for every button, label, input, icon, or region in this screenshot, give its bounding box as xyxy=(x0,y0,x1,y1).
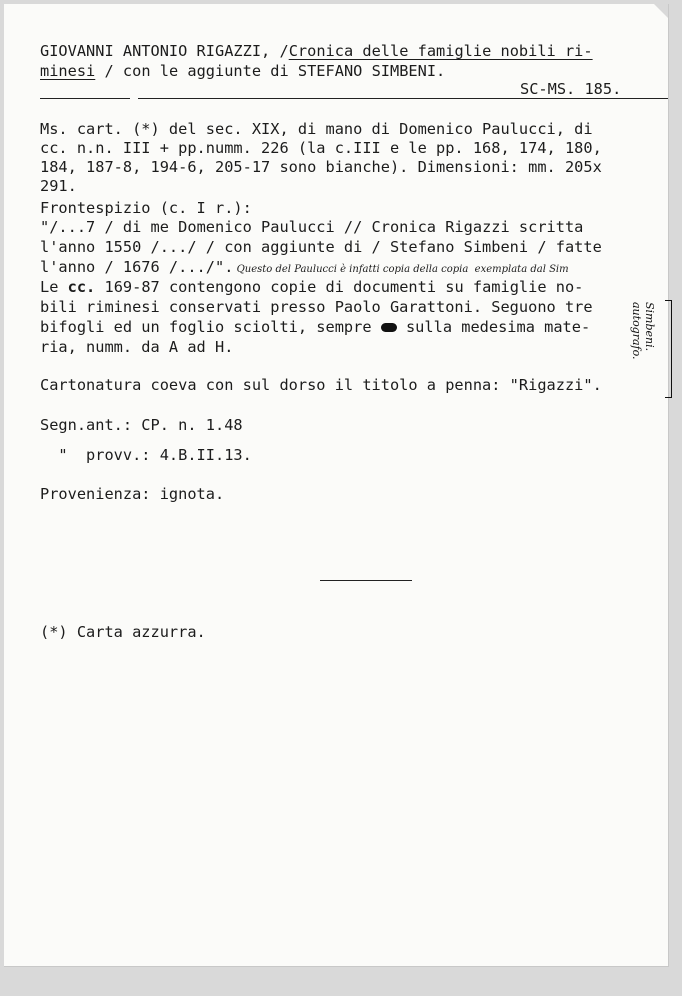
frontispiece-text-1: / di me Domenico Paulucci // Cronica Rigazzi scritta xyxy=(95,218,584,236)
handwritten-annotation: Questo del Paulucci è infatti copia della copia exemplata dal Sim xyxy=(233,264,569,275)
frontispiece-line-1 xyxy=(40,218,583,237)
description-line-4: 291. xyxy=(40,177,77,195)
header-rule-right xyxy=(138,98,668,99)
work-title-part1: Cronica delle famiglie nobili ri- xyxy=(288,42,593,60)
header-line-2 xyxy=(40,62,445,81)
frontispiece-line-2: l'anno 1550 /.../ / con aggiunte di / Stefano Simbeni / fatte xyxy=(40,238,602,256)
ink-blot xyxy=(381,323,397,332)
frontispiece-text-3: l'anno / 1676 /.../". xyxy=(40,258,234,276)
frontispiece-text-4a: Le xyxy=(40,278,68,296)
frontispiece-line-4 xyxy=(40,278,583,297)
shelfmark: SC-MS. 185. xyxy=(520,80,622,98)
title-continuation: con le aggiunte di STEFANO SIMBENI. xyxy=(113,62,446,80)
binding-note: Cartonatura coeva con sul dorso il titolo a penna: "Rigazzi". xyxy=(40,376,602,394)
frontispiece-line-3 xyxy=(40,258,569,279)
frontispiece-line-5: bili riminesi conservati presso Paolo Garattoni. Seguono tre xyxy=(40,298,593,316)
separator-rule xyxy=(320,580,412,581)
frontispiece-line-7: ria, numm. da A ad H. xyxy=(40,338,234,356)
header-rule-left xyxy=(40,98,130,99)
description-line-3: 184, 187-8, 194-6, 205-17 sono bianche). Dimensioni: mm. 205x xyxy=(40,158,602,176)
description-line-1: Ms. cart. (*) del sec. XIX, di mano di Domenico Paulucci, di xyxy=(40,120,593,138)
signature-ant: Segn.ant.: CP. n. 1.48 xyxy=(40,416,243,434)
frontispiece-text-4b: 169-87 contengono copie di documenti su famiglie no- xyxy=(95,278,584,296)
header-line-1 xyxy=(40,42,593,61)
bracket-open: / xyxy=(279,42,289,60)
ellipsis-bracket: "/...7 xyxy=(40,218,96,236)
provenance: Provenienza: ignota. xyxy=(40,485,225,503)
frontispiece-text-6a: bifogli ed un foglio sciolti, sempre xyxy=(40,318,381,336)
footnote: (*) Carta azzurra. xyxy=(40,623,206,641)
signature-provv: " provv.: 4.B.II.13. xyxy=(40,446,252,464)
margin-handwritten-note: Simbeni. autografo. xyxy=(630,302,656,360)
inked-cc: cc. xyxy=(67,278,96,296)
work-title-part2: minesi xyxy=(40,62,96,80)
folded-corner xyxy=(654,4,668,18)
frontispiece-line-6 xyxy=(40,318,590,337)
description-line-2: cc. n.n. III + pp.numm. 226 (la c.III e le pp. 168, 174, 180, xyxy=(40,139,602,157)
frontispiece-text-6b: sulla medesima mate- xyxy=(396,318,591,336)
margin-bracket xyxy=(665,300,672,398)
bracket-close: / xyxy=(104,62,114,80)
frontispiece-label: Frontespizio (c. I r.): xyxy=(40,199,252,217)
author-name: GIOVANNI ANTONIO RIGAZZI, xyxy=(40,42,271,60)
